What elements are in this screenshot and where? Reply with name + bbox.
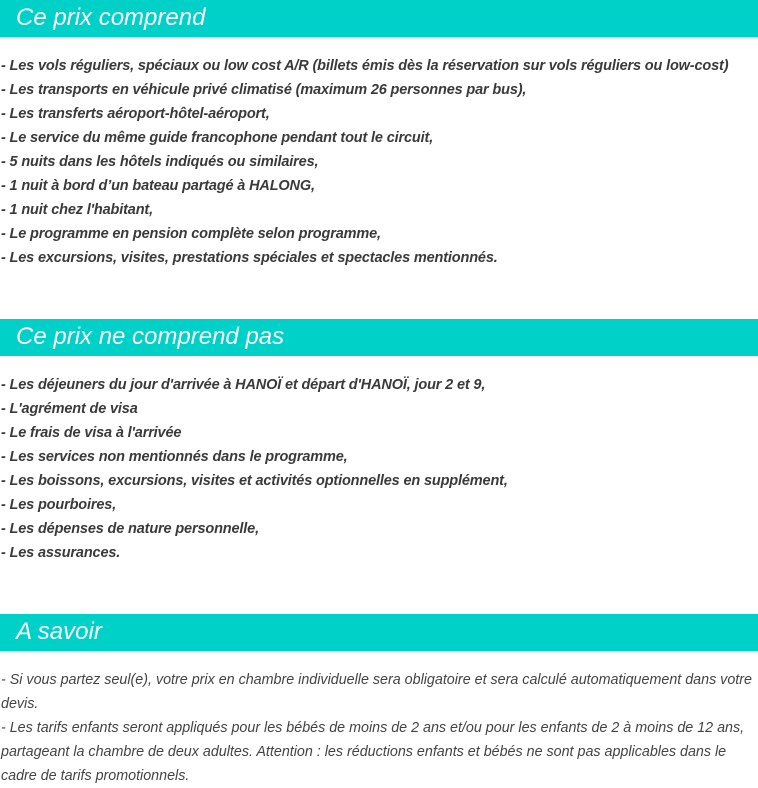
list-item: - 1 nuit chez l'habitant, xyxy=(1,202,153,218)
included-title: Ce prix comprend xyxy=(16,4,206,31)
list-item: - Les excursions, visites, prestations spéciales et spectacles mentionnés. xyxy=(1,250,498,266)
info-notes xyxy=(1,668,753,788)
info-paragraph: - Si vous partez seul(e), votre prix en chambre individuelle sera obligatoire et sera calculé automatiquement dans votre devis. xyxy=(1,672,752,712)
list-item: - Les assurances. xyxy=(1,545,121,561)
info-paragraph: - Les tarifs enfants seront appliqués pour les bébés de moins de 2 ans et/ou pour les enfants de 2 à moins de 12 ans, partageant la chambre de deux adultes. Attention : les réductions enfants et bébés ne sont pas applicables dans le cadre de tarifs promotionnels. xyxy=(1,720,745,784)
list-item: - 5 nuits dans les hôtels indiqués ou similaires, xyxy=(1,154,319,170)
list-item: - 1 nuit à bord d’un bateau partagé à HALONG, xyxy=(1,178,315,194)
list-item: - Les pourboires, xyxy=(1,497,117,513)
included-header xyxy=(0,0,758,37)
list-item: - Le programme en pension complète selon programme, xyxy=(1,226,381,242)
list-item: - Les services non mentionnés dans le programme, xyxy=(1,449,348,465)
info-title: A savoir xyxy=(16,618,102,645)
list-item: - Les boissons, excursions, visites et activités optionnelles en supplément, xyxy=(1,473,508,489)
list-item: - Les transports en véhicule privé climatisé (maximum 26 personnes par bus), xyxy=(1,82,527,98)
list-item: - Les dépenses de nature personnelle, xyxy=(1,521,259,537)
list-item: - Le service du même guide francophone pendant tout le circuit, xyxy=(1,130,434,146)
included-list xyxy=(1,54,728,270)
list-item: - Les déjeuners du jour d'arrivée à HANOÏ et départ d'HANOÏ, jour 2 et 9, xyxy=(1,377,486,393)
excluded-list xyxy=(1,373,508,565)
excluded-title: Ce prix ne comprend pas xyxy=(16,323,285,350)
info-header xyxy=(0,614,758,651)
list-item: - L'agrément de visa xyxy=(1,401,138,417)
list-item: - Le frais de visa à l'arrivée xyxy=(1,425,182,441)
list-item: - Les transferts aéroport-hôtel-aéroport, xyxy=(1,106,270,122)
excluded-header xyxy=(0,319,758,356)
list-item: - Les vols réguliers, spéciaux ou low cost A/R (billets émis dès la réservation sur vols réguliers ou low-cost) xyxy=(1,58,729,74)
